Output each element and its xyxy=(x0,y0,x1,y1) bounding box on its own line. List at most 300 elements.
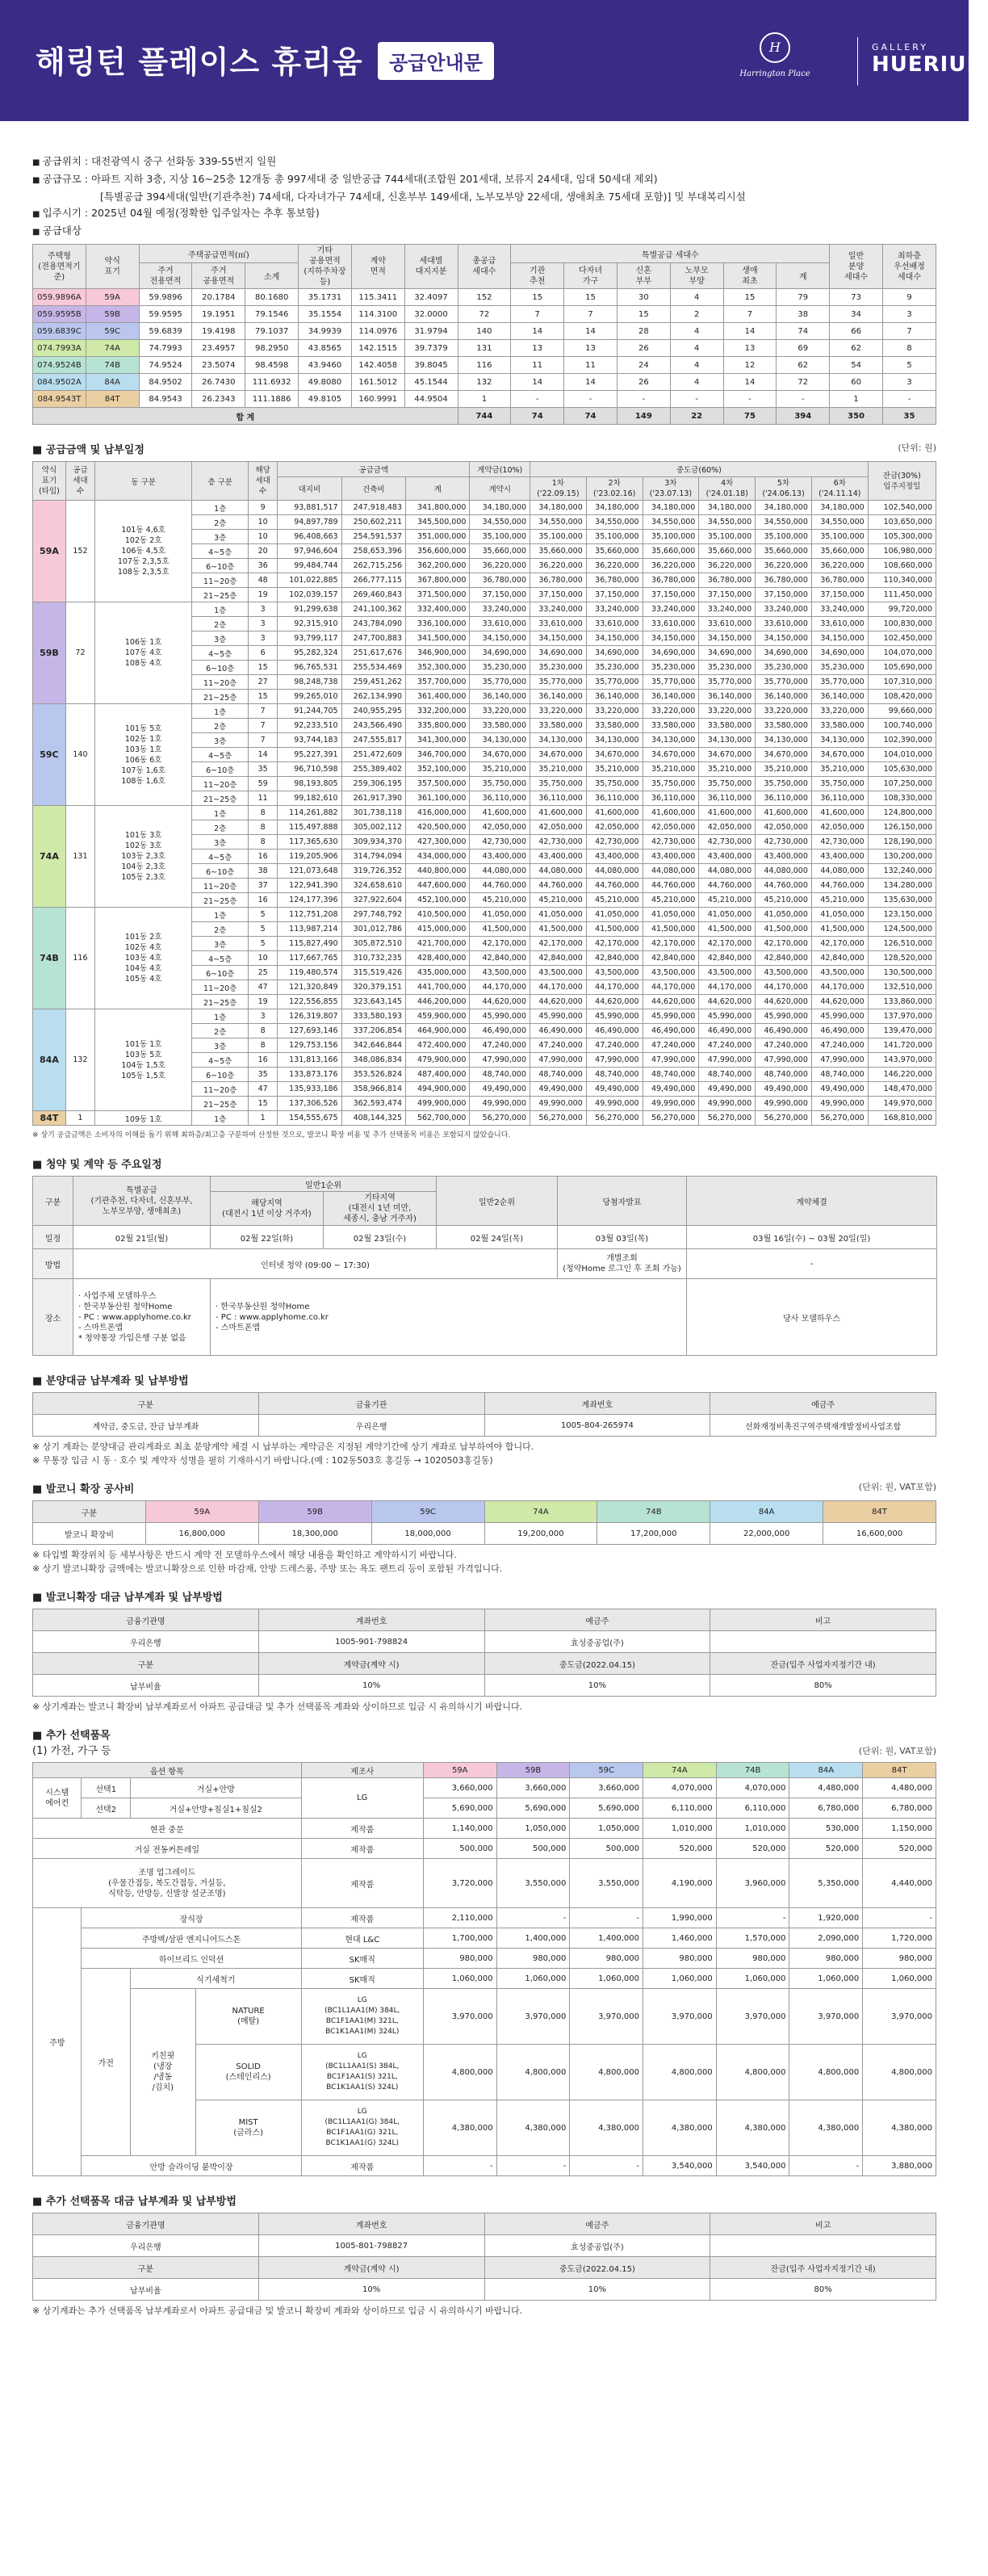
schedule-label: 일정 xyxy=(33,1226,73,1249)
account-section-title: ■ 분양대금 납부계좌 및 납부방법 xyxy=(32,1375,189,1387)
price-value: 16 xyxy=(249,850,278,864)
price-value: 102,540,000 xyxy=(868,501,936,515)
balcony-value: 18,300,000 xyxy=(258,1523,371,1545)
price-value: 35,750,000 xyxy=(530,777,587,791)
options-value: - xyxy=(423,2156,496,2176)
balcony-pay-value: 효성중공업(주) xyxy=(484,1631,710,1653)
price-value: 108,660,000 xyxy=(868,559,936,573)
options-value: - xyxy=(789,2156,863,2176)
supply-value: 4 xyxy=(670,357,723,374)
price-value: 447,600,000 xyxy=(406,879,470,893)
balcony-pay-header: 잔금(입주 사업자지정기간 내) xyxy=(710,1653,936,1675)
price-value: 34,550,000 xyxy=(643,515,699,530)
price-value: 124,800,000 xyxy=(868,806,936,820)
price-value: 38 xyxy=(249,864,278,879)
price-value: 135,933,186 xyxy=(278,1082,341,1097)
supply-value: 59.6839 xyxy=(139,323,192,340)
price-value: 139,470,000 xyxy=(868,1024,936,1038)
price-value: 353,526,824 xyxy=(341,1068,405,1082)
price-value: 428,400,000 xyxy=(406,951,470,966)
options-value: 980,000 xyxy=(863,1949,936,1969)
price-value: 15 xyxy=(249,1097,278,1111)
price-value: 56,270,000 xyxy=(586,1111,643,1126)
price-header: 1차 ('22.09.15) xyxy=(530,477,587,501)
price-value: 108,330,000 xyxy=(868,791,936,806)
price-value: 34,150,000 xyxy=(811,631,868,646)
price-value: 44,170,000 xyxy=(643,980,699,995)
price-header: 층 구분 xyxy=(192,462,249,501)
options-value: 1,400,000 xyxy=(570,1928,643,1949)
price-value: 132,510,000 xyxy=(868,980,936,995)
price-value: 421,700,000 xyxy=(406,937,470,951)
balcony-value: 22,000,000 xyxy=(710,1523,823,1545)
price-value: 251,617,676 xyxy=(341,646,405,661)
options-name: NATURE (메탈) xyxy=(195,1989,301,2045)
options-type-header: 74A xyxy=(643,1763,717,1778)
price-value: 35,750,000 xyxy=(756,777,812,791)
supply-value: - xyxy=(670,391,723,408)
price-value: 48,740,000 xyxy=(530,1068,587,1082)
price-section-title xyxy=(32,441,936,456)
supply-value: 14 xyxy=(723,374,777,391)
price-value: 441,700,000 xyxy=(406,980,470,995)
price-value: 45,210,000 xyxy=(699,893,756,908)
options-header: 제조사 xyxy=(301,1763,423,1778)
schedule-date: 02월 22일(화) xyxy=(211,1226,324,1249)
price-value: 44,760,000 xyxy=(811,879,868,893)
price-value: 3층 xyxy=(192,1038,249,1053)
supply-total-value: 74 xyxy=(511,408,564,425)
options-value: 3,970,000 xyxy=(496,1989,570,2045)
supply-value: 59.9595 xyxy=(139,306,192,323)
price-value: 121,320,849 xyxy=(278,980,341,995)
options-pay-row xyxy=(33,2279,936,2301)
price-value: 48,740,000 xyxy=(470,1068,530,1082)
schedule-place: · 사업주체 모델하우스 · 한국부동산원 청약Home - PC : www.applyhome.co.kr - 스마트폰앱 * 청약통장 가입은행 구분 없음 xyxy=(73,1279,211,1356)
price-value: 43,500,000 xyxy=(643,966,699,980)
price-value: 16 xyxy=(249,1053,278,1068)
price-value: 4~5층 xyxy=(192,544,249,559)
harrington-logo xyxy=(710,32,839,97)
price-value: 45,210,000 xyxy=(811,893,868,908)
price-value: 4~5층 xyxy=(192,850,249,864)
supply-value: 132 xyxy=(458,374,511,391)
price-value: 261,917,390 xyxy=(341,791,405,806)
supply-header: 총공급 세대수 xyxy=(458,245,511,289)
price-value: 44,080,000 xyxy=(756,864,812,879)
options-value: 1,990,000 xyxy=(643,1908,717,1928)
balcony-header: 구분 xyxy=(33,1501,146,1523)
supply-total-value: 149 xyxy=(617,408,670,425)
price-value: 36,110,000 xyxy=(530,791,587,806)
price-value: 34,690,000 xyxy=(586,646,643,661)
logo-divider xyxy=(857,37,858,86)
price-value: 49,990,000 xyxy=(586,1097,643,1111)
price-value: 254,591,537 xyxy=(341,530,405,544)
options-maker: LG (BC1L1AA1(M) 384L, BC1F1AA1(M) 321L, BC1K1AA1(M) 324L) xyxy=(301,1989,423,2045)
supply-total-value: 350 xyxy=(830,408,883,425)
price-value: 19 xyxy=(249,588,278,602)
price-value: 356,600,000 xyxy=(406,544,470,559)
price-value: 337,206,854 xyxy=(341,1024,405,1038)
price-value: 35,660,000 xyxy=(530,544,587,559)
price-value: 361,100,000 xyxy=(406,791,470,806)
options-type-header: 59B xyxy=(496,1763,570,1778)
price-value: 34,150,000 xyxy=(470,631,530,646)
price-value: 262,715,256 xyxy=(341,559,405,573)
price-units: 116 xyxy=(65,908,94,1009)
price-value: 47,990,000 xyxy=(811,1053,868,1068)
price-value: 336,100,000 xyxy=(406,617,470,631)
price-value: 11~20층 xyxy=(192,879,249,893)
price-value: 105,690,000 xyxy=(868,661,936,675)
supply-value: 72 xyxy=(458,306,511,323)
price-value: 45,990,000 xyxy=(470,1009,530,1024)
options-value: 5,350,000 xyxy=(789,1859,863,1908)
price-value: 243,784,090 xyxy=(341,617,405,631)
options-name: 선택2 xyxy=(82,1798,130,1819)
supply-value: 114.3100 xyxy=(351,306,404,323)
options-value: 4,380,000 xyxy=(423,2100,496,2156)
options-row xyxy=(33,1989,936,2045)
price-value: 4~5층 xyxy=(192,646,249,661)
price-value: 48,740,000 xyxy=(699,1068,756,1082)
supply-value: 115.3411 xyxy=(351,289,404,306)
price-value: 34,550,000 xyxy=(470,515,530,530)
supply-header: 약식 표기 xyxy=(86,245,139,289)
price-value: 126,150,000 xyxy=(868,820,936,835)
price-value: 47,990,000 xyxy=(756,1053,812,1068)
price-value: 341,800,000 xyxy=(406,501,470,515)
schedule-label: 장소 xyxy=(33,1279,73,1356)
balcony-header-row xyxy=(33,1501,936,1523)
price-value: 133,860,000 xyxy=(868,995,936,1009)
price-value: 262,134,990 xyxy=(341,690,405,704)
price-value: 36,110,000 xyxy=(586,791,643,806)
price-value: 309,934,370 xyxy=(341,835,405,850)
price-value: 35,770,000 xyxy=(470,675,530,690)
price-type: 74A xyxy=(33,806,66,908)
price-value: 44,080,000 xyxy=(470,864,530,879)
options-value: 3,660,000 xyxy=(423,1778,496,1798)
price-value: 149,970,000 xyxy=(868,1097,936,1111)
options-value: 1,010,000 xyxy=(716,1819,789,1839)
price-value: 41,600,000 xyxy=(470,806,530,820)
options-maker: 현대 L&C xyxy=(301,1928,423,1949)
price-value: 36,110,000 xyxy=(643,791,699,806)
price-value: 35,210,000 xyxy=(811,762,868,777)
price-value: 487,400,000 xyxy=(406,1068,470,1082)
options-value: 3,540,000 xyxy=(643,2156,717,2176)
price-value: 137,306,526 xyxy=(278,1097,341,1111)
price-value: 48,740,000 xyxy=(643,1068,699,1082)
price-value: 41,500,000 xyxy=(586,922,643,937)
balcony-value: 17,200,000 xyxy=(597,1523,710,1545)
options-value: 6,110,000 xyxy=(643,1798,717,1819)
supply-value: 26 xyxy=(617,340,670,357)
price-value: 35,210,000 xyxy=(586,762,643,777)
price-value: 34,670,000 xyxy=(811,748,868,762)
price-value: 2층 xyxy=(192,922,249,937)
price-value: 323,643,145 xyxy=(341,995,405,1009)
balcony-pay-header: 비고 xyxy=(710,1609,936,1631)
price-value: 43,400,000 xyxy=(699,850,756,864)
price-value: 134,280,000 xyxy=(868,879,936,893)
price-value: 34,690,000 xyxy=(530,646,587,661)
options-maker: LG (BC1L1AA1(S) 384L, BC1F1AA1(S) 321L, BC1K1AA1(S) 324L) xyxy=(301,2045,423,2100)
price-value: 43,400,000 xyxy=(530,850,587,864)
supply-header: 주거 공용면적 xyxy=(192,263,245,289)
price-value: 99,182,610 xyxy=(278,791,341,806)
price-value: 42,840,000 xyxy=(586,951,643,966)
options-value: 4,070,000 xyxy=(643,1778,717,1798)
options-type-header: 59A xyxy=(423,1763,496,1778)
price-value: 19 xyxy=(249,995,278,1009)
price-value: 562,700,000 xyxy=(406,1111,470,1126)
price-value: 37,150,000 xyxy=(811,588,868,602)
options-value: 3,550,000 xyxy=(496,1859,570,1908)
price-row xyxy=(33,908,936,922)
price-value: 11~20층 xyxy=(192,573,249,588)
price-value: 44,620,000 xyxy=(699,995,756,1009)
price-value: 44,620,000 xyxy=(586,995,643,1009)
supply-value: 4 xyxy=(670,340,723,357)
options-pay-table xyxy=(32,2213,936,2301)
price-value: 43,400,000 xyxy=(586,850,643,864)
price-value: 35,770,000 xyxy=(699,675,756,690)
price-value: 357,700,000 xyxy=(406,675,470,690)
options-value: 3,970,000 xyxy=(570,1989,643,2045)
supply-value: 84.9543 xyxy=(139,391,192,408)
balcony-pay-header: 예금주 xyxy=(484,1609,710,1631)
price-value: 104,070,000 xyxy=(868,646,936,661)
schedule-date: 03월 16일(수) ~ 03월 20일(일) xyxy=(687,1226,937,1249)
options-value: 4,800,000 xyxy=(570,2045,643,2100)
price-value: 37,150,000 xyxy=(699,588,756,602)
price-value: 36,220,000 xyxy=(699,559,756,573)
price-value: 41,600,000 xyxy=(530,806,587,820)
options-value: 3,660,000 xyxy=(496,1778,570,1798)
price-value: 42,840,000 xyxy=(811,951,868,966)
supply-value: 19.1951 xyxy=(192,306,245,323)
schedule-table xyxy=(32,1176,937,1356)
price-value: 122,556,855 xyxy=(278,995,341,1009)
price-value: 44,170,000 xyxy=(756,980,812,995)
options-value: 4,380,000 xyxy=(570,2100,643,2156)
account-table xyxy=(32,1392,936,1437)
supply-value: 34 xyxy=(830,306,883,323)
options-group: 키친핏 (냉장 /냉동 /김치) xyxy=(130,1989,195,2156)
price-value: 320,379,151 xyxy=(341,980,405,995)
price-value: 435,000,000 xyxy=(406,966,470,980)
supply-value: 11 xyxy=(511,357,564,374)
price-value: 59 xyxy=(249,777,278,791)
price-value: 35,660,000 xyxy=(811,544,868,559)
price-value: 367,800,000 xyxy=(406,573,470,588)
price-value: 241,100,362 xyxy=(341,602,405,617)
price-value: 43,500,000 xyxy=(699,966,756,980)
price-value: 33,580,000 xyxy=(756,719,812,733)
supply-value: 32.0000 xyxy=(404,306,458,323)
supply-value: 8 xyxy=(883,340,936,357)
balcony-pay-table xyxy=(32,1609,936,1697)
account-title: 분양대금 납부계좌 및 납부방법 xyxy=(45,1375,189,1387)
price-value: 35,230,000 xyxy=(470,661,530,675)
price-value: 42,170,000 xyxy=(530,937,587,951)
price-value: 107,250,000 xyxy=(868,777,936,791)
balcony-type-header: 59A xyxy=(145,1501,258,1523)
price-value: 56,270,000 xyxy=(699,1111,756,1126)
price-value: 45,990,000 xyxy=(756,1009,812,1024)
supply-value: - xyxy=(511,391,564,408)
balcony-pay-header-row xyxy=(33,1653,936,1675)
price-value: 35,230,000 xyxy=(643,661,699,675)
price-value: 35,230,000 xyxy=(530,661,587,675)
price-value: 56,270,000 xyxy=(811,1111,868,1126)
price-value: 35,100,000 xyxy=(699,530,756,544)
balcony-type-header: 59B xyxy=(258,1501,371,1523)
options-group: 가전 xyxy=(82,1969,130,2156)
options-value: 4,440,000 xyxy=(863,1859,936,1908)
supply-row xyxy=(33,357,936,374)
supply-value: 15 xyxy=(723,289,777,306)
price-value: 41,500,000 xyxy=(699,922,756,937)
options-desc: 거실+안방 xyxy=(130,1778,301,1798)
price-dong: 109동 1호 xyxy=(95,1111,192,1126)
price-value: 3층 xyxy=(192,733,249,748)
price-value: 42,170,000 xyxy=(586,937,643,951)
price-value: 34,150,000 xyxy=(586,631,643,646)
price-value: 46,490,000 xyxy=(586,1024,643,1038)
price-table xyxy=(32,461,936,1126)
price-value: 43,500,000 xyxy=(530,966,587,980)
price-value: 98,248,738 xyxy=(278,675,341,690)
price-value: 44,170,000 xyxy=(470,980,530,995)
price-value: 33,240,000 xyxy=(530,602,587,617)
price-value: 352,300,000 xyxy=(406,661,470,675)
price-header: 해당 세대 수 xyxy=(249,462,278,501)
price-value: 6~10층 xyxy=(192,762,249,777)
supply-value: - xyxy=(617,391,670,408)
price-value: 36,220,000 xyxy=(756,559,812,573)
price-value: 119,205,906 xyxy=(278,850,341,864)
price-value: 128,520,000 xyxy=(868,951,936,966)
price-value: 34,130,000 xyxy=(811,733,868,748)
price-value: 1 xyxy=(249,1111,278,1126)
price-value: 4~5층 xyxy=(192,1053,249,1068)
price-units: 72 xyxy=(65,602,94,704)
price-value: 130,200,000 xyxy=(868,850,936,864)
price-value: 35,770,000 xyxy=(586,675,643,690)
price-value: 420,500,000 xyxy=(406,820,470,835)
supply-group-header: 주택공급면적(㎡) xyxy=(139,245,298,263)
overview-list xyxy=(32,153,936,241)
account-value: 1005-804-265974 xyxy=(484,1415,710,1437)
options-pay-value: 1005-801-798827 xyxy=(258,2235,484,2257)
price-value: 35,230,000 xyxy=(756,661,812,675)
balcony-label: 발코니 확장비 xyxy=(33,1523,146,1545)
price-value: 92,233,510 xyxy=(278,719,341,733)
price-value: 35,750,000 xyxy=(470,777,530,791)
supply-group-header: 특별공급 세대수 xyxy=(511,245,830,263)
price-value: 102,390,000 xyxy=(868,733,936,748)
schedule-date: 02월 23일(수) xyxy=(324,1226,437,1249)
price-value: 44,080,000 xyxy=(586,864,643,879)
price-value: 33,580,000 xyxy=(586,719,643,733)
price-value: 3 xyxy=(249,1009,278,1024)
price-value: 34,670,000 xyxy=(756,748,812,762)
balcony-section-title: ■ 발코니 확장 공사비 (단위: 원, VAT포함) xyxy=(32,1482,936,1496)
price-value: 128,190,000 xyxy=(868,835,936,850)
price-value: 43,400,000 xyxy=(756,850,812,864)
price-value: 46,490,000 xyxy=(643,1024,699,1038)
options-pay-header: 구분 xyxy=(33,2257,259,2279)
options-value: 4,380,000 xyxy=(716,2100,789,2156)
supply-value: - xyxy=(883,391,936,408)
options-value: - xyxy=(570,1908,643,1928)
price-value: 8 xyxy=(249,820,278,835)
price-dong: 106동 1호 107동 4호 108동 4호 xyxy=(95,602,192,704)
options-pay-value: 10% xyxy=(484,2279,710,2301)
price-value: 42,840,000 xyxy=(699,951,756,966)
price-value: 247,555,817 xyxy=(341,733,405,748)
price-value: 6~10층 xyxy=(192,864,249,879)
price-value: 49,490,000 xyxy=(811,1082,868,1097)
harrington-mark-icon: H xyxy=(760,32,790,63)
supply-type: 084.9502A xyxy=(33,374,86,391)
price-dong: 101동 2호 102동 4호 103동 4호 104동 4호 105동 4호 xyxy=(95,908,192,1009)
price-value: 102,450,000 xyxy=(868,631,936,646)
supply-header: 최하층 우선배정 세대수 xyxy=(883,245,936,289)
supply-value: 9 xyxy=(883,289,936,306)
options-name: 거실 전동커튼레일 xyxy=(33,1839,302,1859)
price-value: 352,100,000 xyxy=(406,762,470,777)
price-value: 36,780,000 xyxy=(586,573,643,588)
price-value: 255,389,402 xyxy=(341,762,405,777)
supply-value: 32.4097 xyxy=(404,289,458,306)
price-value: 33,610,000 xyxy=(643,617,699,631)
price-value: 107,310,000 xyxy=(868,675,936,690)
account-note-1: ※ 상기 계좌는 분양대금 관리계좌로 최초 분양계약 체결 시 납부하는 계약금은 지정된 계약기간에 상기 계좌로 납부하여야 합니다. xyxy=(32,1441,534,1452)
supply-value: 14 xyxy=(564,323,618,340)
price-value: 1층 xyxy=(192,1009,249,1024)
price-value: 21~25층 xyxy=(192,791,249,806)
price-value: 96,408,663 xyxy=(278,530,341,544)
schedule-date: 02월 24일(목) xyxy=(437,1226,558,1249)
price-value: 33,610,000 xyxy=(811,617,868,631)
options-value: 5,690,000 xyxy=(570,1798,643,1819)
supply-value: 98.2950 xyxy=(245,340,299,357)
price-value: 33,240,000 xyxy=(811,602,868,617)
supply-value: 142.4058 xyxy=(351,357,404,374)
price-value: 35,210,000 xyxy=(530,762,587,777)
schedule-header: 특별공급 (기관추천, 다자녀, 신혼부부, 노부모부양, 생애최초) xyxy=(73,1177,211,1226)
price-value: 112,751,208 xyxy=(278,908,341,922)
price-value: 36,220,000 xyxy=(811,559,868,573)
price-value: 494,900,000 xyxy=(406,1082,470,1097)
price-value: 47,990,000 xyxy=(699,1053,756,1068)
options-value: 520,000 xyxy=(789,1839,863,1859)
options-value: 4,800,000 xyxy=(789,2045,863,2100)
price-value: 42,050,000 xyxy=(530,820,587,835)
price-value: 10 xyxy=(249,951,278,966)
price-value: 44,760,000 xyxy=(470,879,530,893)
options-value: 500,000 xyxy=(423,1839,496,1859)
price-value: 36,140,000 xyxy=(470,690,530,704)
price-value: 416,000,000 xyxy=(406,806,470,820)
supply-short: 84T xyxy=(86,391,139,408)
options-value: 1,920,000 xyxy=(789,1908,863,1928)
